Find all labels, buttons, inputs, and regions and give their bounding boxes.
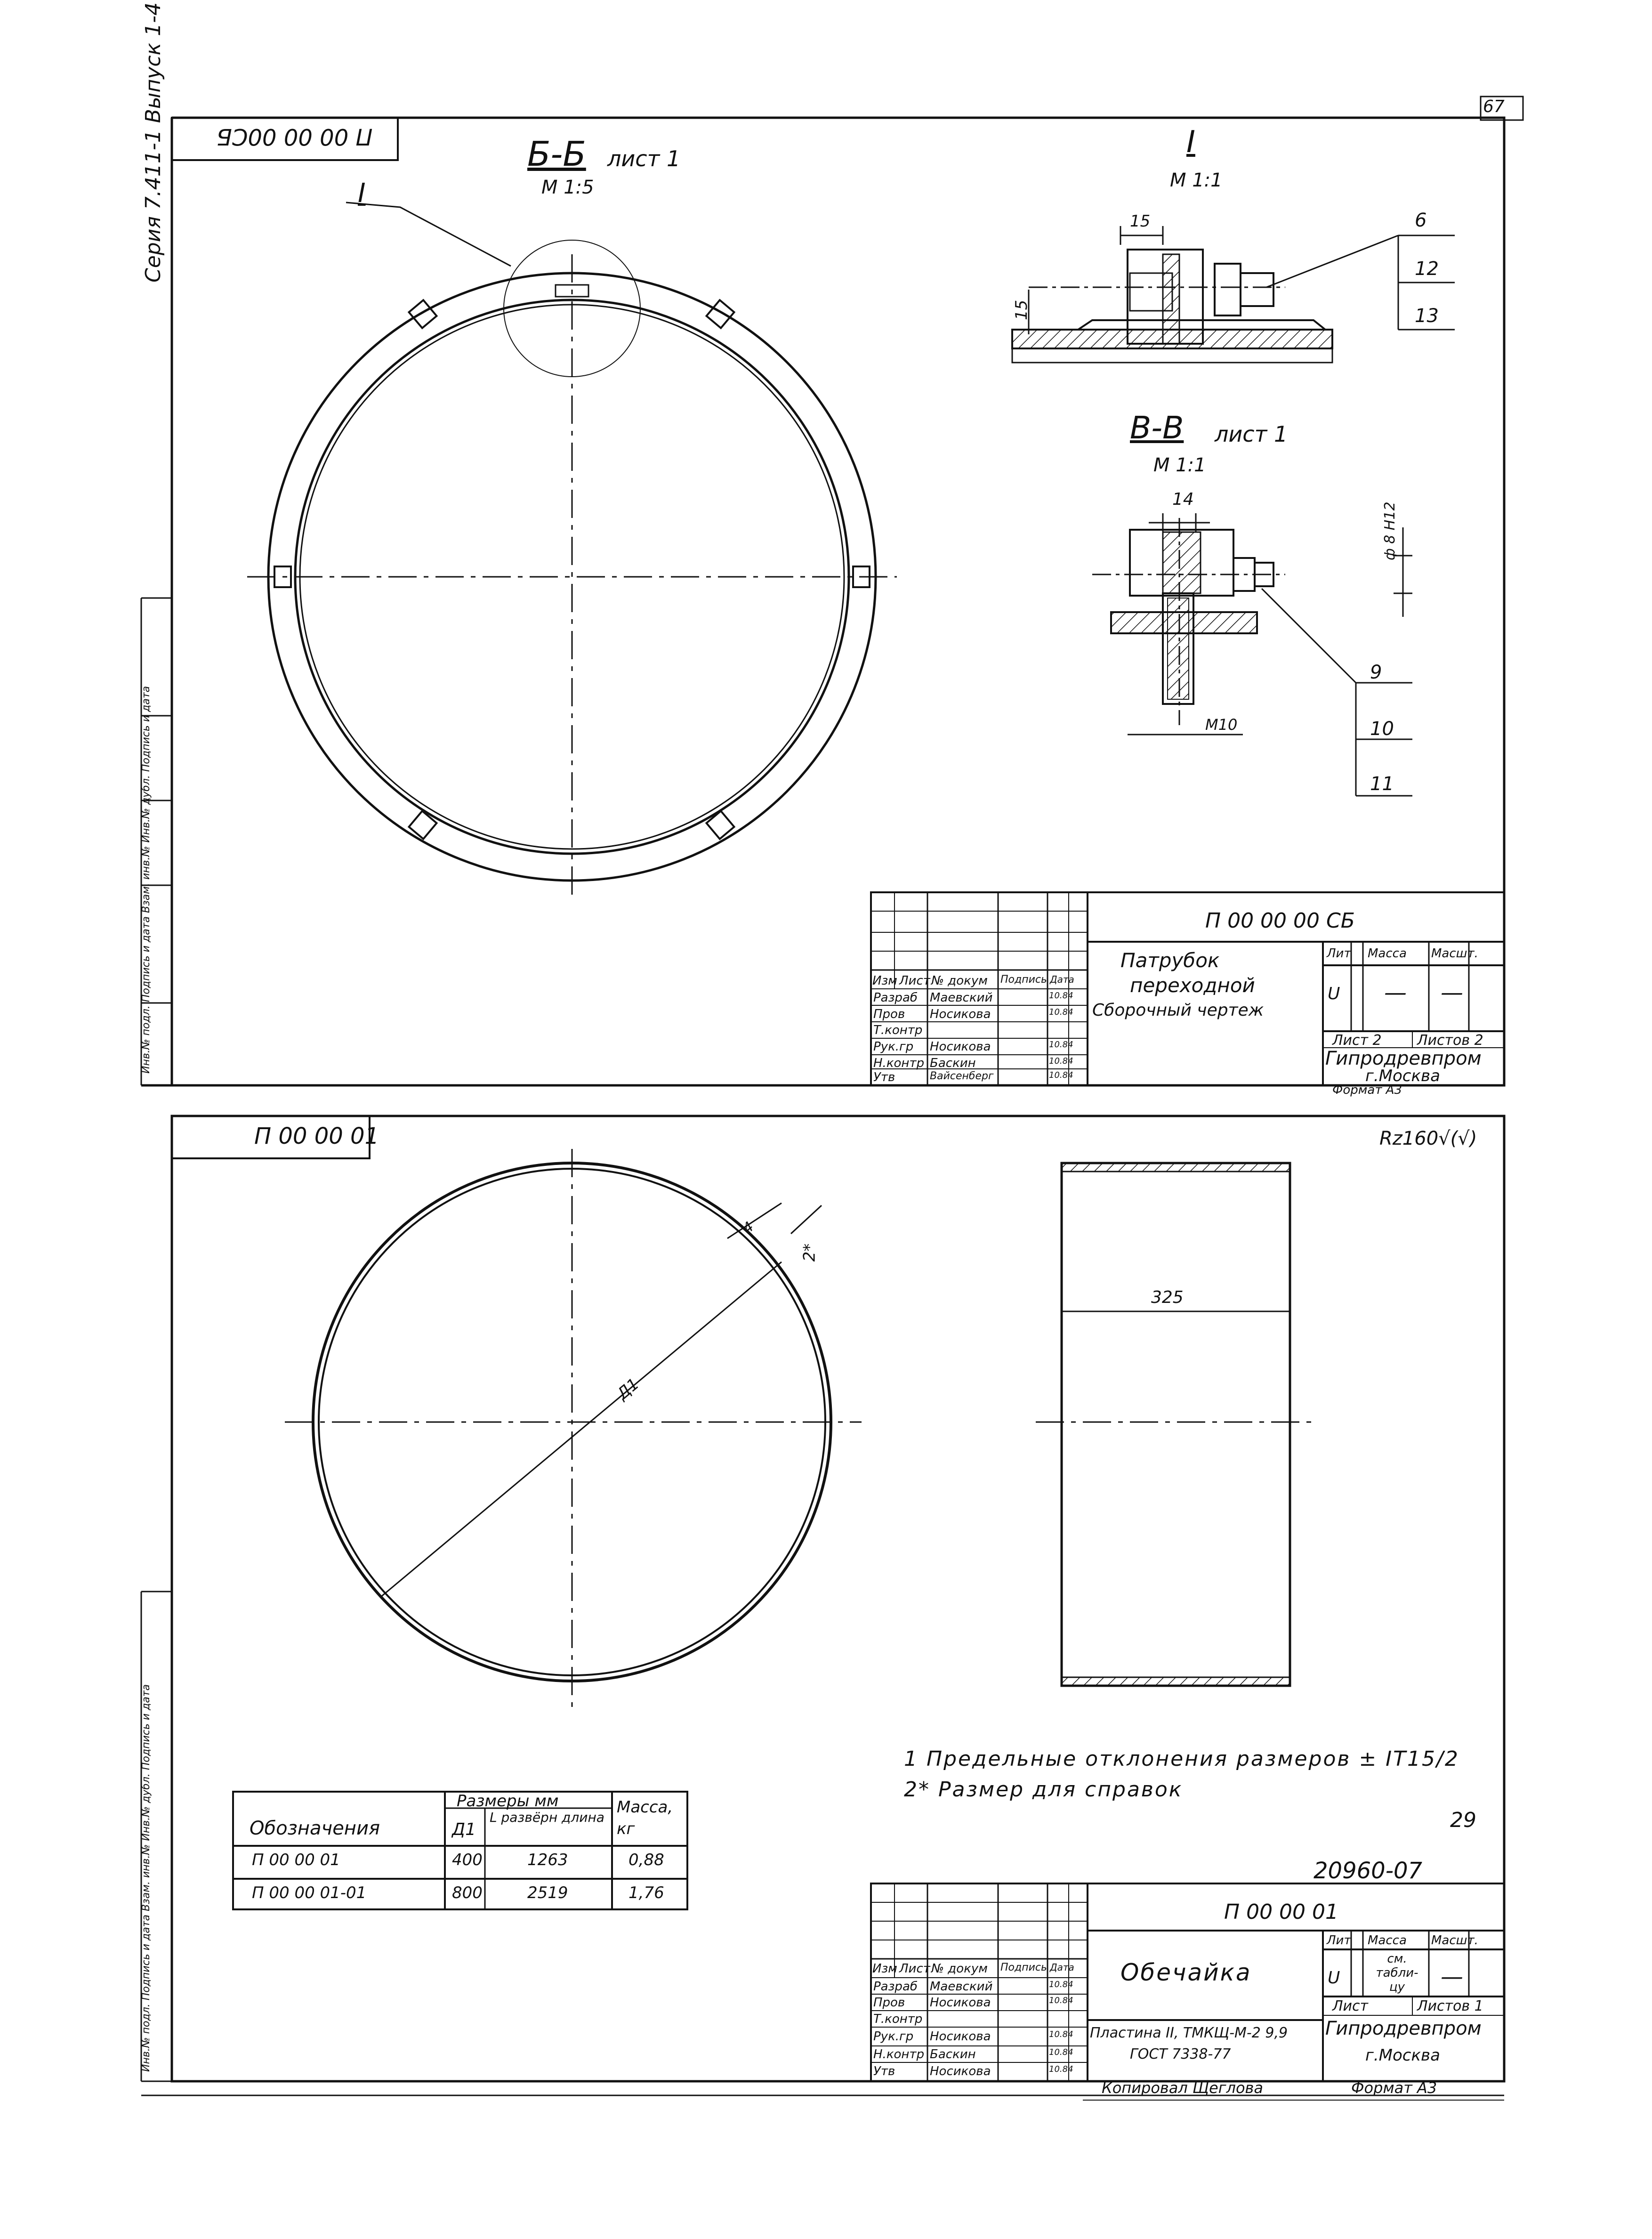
bottom-tb-copied: Копировал Щеглова <box>1102 2079 1263 2097</box>
top-tb-date-r2: 10.84 <box>1049 1007 1073 1017</box>
dim-diameter-d1: Д1 <box>613 1374 643 1404</box>
detail-i-pos-12: 12 <box>1415 258 1439 280</box>
bottom-tb-material-1: Пластина II, ТМКЩ-М-2 9,9 <box>1090 2025 1288 2041</box>
top-tb-role-2: Пров <box>873 1007 905 1021</box>
bottom-tb-lit: U <box>1328 1968 1340 1988</box>
sheet-number-29: 29 <box>1450 1808 1476 1832</box>
bottom-tb-sheets: Листов 1 <box>1417 1998 1483 2014</box>
roughness-symbol: Rz160√(√) <box>1379 1128 1477 1149</box>
section-vv-pos-10: 10 <box>1370 718 1394 740</box>
table-row-1-mass: 0,88 <box>629 1851 664 1869</box>
bottom-tb-header-doc: № докум <box>931 1962 988 1976</box>
bottom-tb-format: Формат А3 <box>1351 2079 1437 2097</box>
top-tb-header-sign: Подпись <box>1000 974 1047 986</box>
bottom-rotated-code: П 00 00 01 <box>254 1123 379 1149</box>
bottom-tb-role-4: Рук.гр <box>873 2029 914 2044</box>
section-vv-title: В-В <box>1130 410 1184 446</box>
section-bb-scale: М 1:5 <box>541 177 594 198</box>
top-tb-role-6: Утв <box>873 1070 895 1084</box>
ring-section-bb <box>247 202 897 899</box>
bottom-tb-date-r4: 10.84 <box>1049 2029 1073 2039</box>
section-vv-thread: М10 <box>1205 716 1238 734</box>
top-tb-designation: П 00 00 00 СБ <box>1205 909 1355 933</box>
bottom-tb-role-5: Н.контр <box>873 2047 925 2061</box>
top-tb-name-r5: Баскин <box>930 1056 976 1070</box>
top-tb-date-r4: 10.84 <box>1049 1040 1073 1050</box>
top-tb-role-3: Т.контр <box>873 1023 923 1037</box>
section-bb-title: Б-Б <box>527 134 586 174</box>
top-tb-sheet: Лист 2 <box>1332 1032 1382 1049</box>
top-tb-name-r6: Вайсенберг <box>930 1070 994 1082</box>
bottom-tb-material-2: ГОСТ 7338-77 <box>1130 2046 1231 2062</box>
bottom-tb-role-3: Т.контр <box>873 2012 923 2026</box>
top-tb-role-4: Рук.гр <box>873 1040 914 1054</box>
detail-i-dim-width: 15 <box>1130 212 1151 231</box>
table-header-d1: Д1 <box>452 1820 476 1839</box>
view-i-callout: I <box>358 178 366 209</box>
dim-ref-2: 2* <box>800 1243 819 1262</box>
section-vv-dim-hole: ф 8 Н12 <box>1382 501 1398 560</box>
bottom-tb-mass: см. табли- цу <box>1376 1952 1418 1994</box>
shell-circle-view <box>285 1149 862 1709</box>
bottom-tb-date-r2: 10.84 <box>1049 1996 1073 2005</box>
bottom-tb-scale: — <box>1441 1964 1463 1990</box>
note-2: 2* Размер для справок <box>904 1778 1183 1802</box>
section-vv-pos-11: 11 <box>1370 773 1394 795</box>
detail-i-dim-height: 15 <box>1012 299 1031 320</box>
top-tb-name-3: Сборочный чертеж <box>1092 1001 1264 1020</box>
bottom-tb-name-r1: Маевский <box>930 1980 993 1994</box>
bottom-tb-name: Обечайка <box>1120 1959 1252 1986</box>
bottom-tb-name-r6: Носикова <box>930 2064 991 2078</box>
top-tb-date-r1: 10.84 <box>1049 991 1073 1001</box>
page-number: 67 <box>1483 97 1505 116</box>
top-tb-name-1: Патрубок <box>1120 949 1220 972</box>
bottom-tb-city: г.Москва <box>1365 2046 1440 2065</box>
top-tb-role-1: Разраб <box>873 991 918 1005</box>
top-tb-role-5: Н.контр <box>873 1056 925 1070</box>
top-tb-organization: Гипродревпром <box>1325 1048 1482 1069</box>
top-tb-header-list: Лист <box>899 974 930 988</box>
dim-length-325: 325 <box>1151 1288 1184 1307</box>
top-tb-name-r2: Носикова <box>930 1007 991 1021</box>
top-tb-scale-header: Масшт. <box>1431 946 1478 961</box>
top-tb-name-r4: Носикова <box>930 1040 991 1054</box>
table-row-1-designation: П 00 00 01 <box>252 1851 340 1869</box>
bottom-tb-header-izm: Изм <box>872 1962 897 1976</box>
table-header-sizes: Размеры мм <box>457 1792 559 1811</box>
section-vv-scale: М 1:1 <box>1153 454 1206 476</box>
note-1: 1 Предельные отклонения размеров ± IT15/2 <box>904 1747 1459 1771</box>
bottom-side-stamp: Инв.№ подл. Подпись и дата Взам. инв.№ Инв.№ дубл. Подпись и дата <box>140 1684 152 2072</box>
bottom-tb-lit-header: Лит <box>1327 1933 1351 1948</box>
top-tb-format: Формат А3 <box>1332 1083 1402 1097</box>
bottom-tb-name-r5: Баскин <box>930 2047 976 2061</box>
top-tb-scale: — <box>1441 979 1463 1006</box>
top-tb-date-r6: 10.84 <box>1049 1070 1073 1080</box>
table-row-1-len: 1263 <box>527 1851 568 1869</box>
detail-i-scale: М 1:1 <box>1170 170 1223 191</box>
bottom-tb-designation: П 00 00 01 <box>1224 1900 1339 1924</box>
bottom-tb-date-r6: 10.84 <box>1049 2064 1073 2074</box>
section-vv-bolt <box>1092 513 1412 796</box>
top-tb-name-2: переходной <box>1130 974 1255 997</box>
table-row-2-len: 2519 <box>527 1883 568 1902</box>
shell-side-view <box>1036 1163 1318 1686</box>
series-label: Серия 7.411-1 Выпуск 1-4 <box>141 2 165 283</box>
top-tb-mass: — <box>1384 979 1407 1006</box>
top-tb-date-r5: 10.84 <box>1049 1056 1073 1066</box>
bottom-tb-header-list: Лист <box>899 1962 930 1976</box>
bottom-tb-header-date: Дата <box>1050 1962 1074 1973</box>
top-tb-mass-header: Масса <box>1368 946 1407 961</box>
top-tb-header-date: Дата <box>1050 974 1074 985</box>
top-tb-lit-header: Лит <box>1327 946 1351 961</box>
table-row-2-designation: П 00 00 01-01 <box>252 1883 367 1902</box>
bottom-tb-date-r5: 10.84 <box>1049 2047 1073 2057</box>
table-header-designation: Обозначения <box>250 1818 380 1839</box>
top-sheet-frame <box>141 97 1523 1085</box>
bottom-tb-name-r4: Носикова <box>930 2029 991 2044</box>
top-tb-city: г.Москва <box>1365 1067 1440 1085</box>
section-vv-dim-width: 14 <box>1172 490 1194 509</box>
top-tb-name-r1: Маевский <box>930 991 993 1005</box>
top-tb-header-izm: Изм <box>872 974 897 988</box>
bottom-tb-date-r1: 10.84 <box>1049 1980 1073 1989</box>
table-row-2-mass: 1,76 <box>629 1883 664 1902</box>
detail-i-bolt <box>1012 226 1455 363</box>
bottom-tb-sheet: Лист <box>1332 1998 1369 2014</box>
bottom-tb-role-2: Пров <box>873 1996 905 2010</box>
table-row-2-d: 800 <box>452 1883 483 1902</box>
top-side-stamp: Инв.№ подл. Подпись и дата Взам. инв.№ Инв.№ дубл. Подпись и дата <box>140 686 152 1074</box>
dim-thickness-4: 4 <box>739 1218 758 1237</box>
bottom-tb-organization: Гипродревпром <box>1325 2018 1482 2039</box>
bottom-tb-name-r2: Носикова <box>930 1996 991 2010</box>
table-row-1-d: 400 <box>452 1851 483 1869</box>
top-tb-lit: U <box>1328 984 1340 1003</box>
detail-i-pos-6: 6 <box>1415 210 1427 231</box>
detail-i-title: I <box>1186 125 1195 160</box>
bottom-sheet-frame <box>141 1116 1504 2095</box>
detail-i-pos-13: 13 <box>1415 305 1439 327</box>
doc-number: 20960-07 <box>1314 1858 1423 1884</box>
table-header-length: L развёрн длина <box>490 1810 604 1825</box>
table-header-mass: Масса, кг <box>617 1798 673 1838</box>
top-tb-header-doc: № докум <box>931 974 988 988</box>
bottom-tb-scale-header: Масшт. <box>1431 1933 1478 1948</box>
section-vv-sheet-ref: лист 1 <box>1215 421 1288 447</box>
bottom-tb-mass-header: Масса <box>1368 1933 1407 1948</box>
top-tb-sheets: Листов 2 <box>1417 1032 1483 1049</box>
section-bb-sheet-ref: лист 1 <box>607 146 681 171</box>
bottom-tb-header-sign: Подпись <box>1000 1962 1047 1973</box>
bottom-tb-role-1: Разраб <box>873 1980 918 1994</box>
section-vv-pos-9: 9 <box>1370 662 1382 683</box>
bottom-tb-role-6: Утв <box>873 2064 895 2078</box>
top-rotated-code: П 00 00 00СБ <box>217 123 373 150</box>
